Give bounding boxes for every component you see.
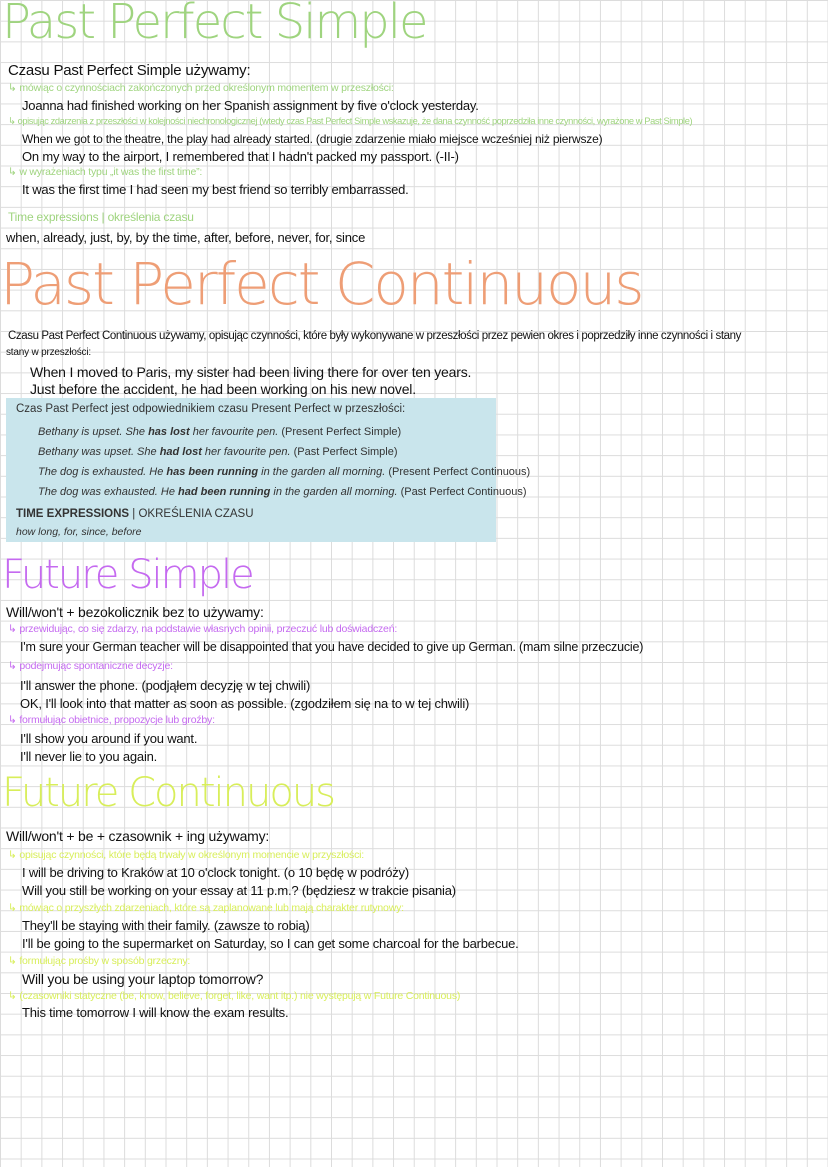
pps-note: ↳ opisując zdarzenia z przeszłości w kolejności niechronologicznej (wtedy czas Past Perfect Simple wskazuje, że dana czynność poprzedziła inne czynności, wyrażone w Past Simple) xyxy=(8,116,693,126)
fs-note: ↳ przewidując, co się zdarzy, na podstawie własnych opinii, przeczuć lub doświadczeń: xyxy=(8,623,398,635)
fc-example: Will you still be working on your essay at 11 p.m.? (będziesz w trakcie pisania) xyxy=(22,883,456,898)
title-past-perfect-simple: Past Perfect Simple xyxy=(2,0,427,50)
fc-example: This time tomorrow I will know the exam results. xyxy=(22,1005,289,1020)
tense-label: (Past Perfect Simple) xyxy=(293,446,398,458)
pps-note: ↳ w wyrażeniach typu „it was the first time”: xyxy=(8,166,203,178)
title-past-perfect-continuous: Past Perfect Continuous xyxy=(0,250,643,318)
text: The dog was exhausted. He xyxy=(38,486,179,498)
info-box-time-heading xyxy=(16,508,254,520)
fs-example: OK, I'll look into that matter as soon as possible. (zgodziłem się na to w tej chwili) xyxy=(20,696,470,711)
fc-example: I will be driving to Kraków at 10 o'clock tonight. (o 10 będę w podróży) xyxy=(22,865,409,880)
title-future-continuous: Future Continuous xyxy=(2,770,335,816)
bold-text: has been running xyxy=(166,466,259,478)
pps-time-list: when, already, just, by, by the time, after, before, never, for, since xyxy=(6,230,366,245)
text: in the garden all morning. xyxy=(270,486,401,498)
info-box-heading: Czas Past Perfect jest odpowiednikiem czasu Present Perfect w przeszłości: xyxy=(16,403,406,415)
fs-example: I'm sure your German teacher will be disappointed that you have decided to give up German. (mam silne przeczucie) xyxy=(20,640,644,654)
fc-example: Will you be using your laptop tomorrow? xyxy=(22,971,264,987)
tense-label: (Past Perfect Continuous) xyxy=(400,486,527,498)
fc-example: They'll be staying with their family. (zawsze to robią) xyxy=(22,918,310,933)
text: The dog is exhausted. He xyxy=(38,466,167,478)
text: her favourite pen. xyxy=(189,426,282,438)
info-box xyxy=(6,398,531,542)
text: | OKREŚLENIA CZASU xyxy=(129,508,254,520)
info-box-time-list: how long, for, since, before xyxy=(16,526,142,538)
text: in the garden all morning. xyxy=(258,466,389,478)
tense-label: (Present Perfect Continuous) xyxy=(388,466,531,478)
text: her favourite pen. xyxy=(201,446,294,458)
fs-note: ↳ podejmując spontaniczne decyzje: xyxy=(8,660,173,672)
fc-note: ↳ (czasowniki statyczne (be, know, believe, forget, like, want itp.) nie występują w Future Continuous) xyxy=(8,990,461,1002)
text: Bethany was upset. She xyxy=(38,446,160,458)
ppc-example: When I moved to Paris, my sister had been living there for over ten years. xyxy=(30,364,472,380)
fc-note: ↳ formułując prośby w sposób grzeczny: xyxy=(8,955,191,967)
ppc-example: Just before the accident, he had been working on his new novel. xyxy=(30,381,416,397)
info-box-row xyxy=(38,426,401,438)
info-box-row xyxy=(38,446,398,458)
pps-time-heading: Time expressions | określenia czasu xyxy=(8,210,194,224)
bold-text: had been running xyxy=(178,486,271,498)
pps-example: It was the first time I had seen my best friend so terribly embarrassed. xyxy=(22,182,409,197)
tense-label: (Present Perfect Simple) xyxy=(281,426,402,438)
fs-example: I'll show you around if you want. xyxy=(20,731,198,746)
pps-note: ↳ mówiąc o czynnościach zakończonych przed określonym momentem w przeszłości: xyxy=(8,82,394,94)
fs-example: I'll never lie to you again. xyxy=(20,749,158,764)
fs-intro: Will/won't + bezokolicznik bez to używamy: xyxy=(6,604,264,620)
pps-intro: Czasu Past Perfect Simple używamy: xyxy=(8,62,251,79)
pps-example: Joanna had finished working on her Spanish assignment by five o'clock yesterday. xyxy=(22,98,479,113)
fc-intro: Will/won't + be + czasownik + ing używamy: xyxy=(6,828,270,844)
fc-example: I'll be going to the supermarket on Saturday, so I can get some charcoal for the barbecue. xyxy=(22,936,519,951)
text: Bethany is upset. She xyxy=(38,426,149,438)
bold-text: TIME EXPRESSIONS xyxy=(16,508,130,520)
bold-text: had lost xyxy=(159,446,202,458)
pps-example: On my way to the airport, I remembered that I hadn't packed my passport. (-II-) xyxy=(22,149,459,164)
fs-note: ↳ formułując obietnice, propozycje lub groźby: xyxy=(8,714,215,726)
fc-note: ↳ mówiąc o przyszłych zdarzeniach, które są zaplanowane lub mają charakter rutynowy: xyxy=(8,902,404,914)
info-box-row xyxy=(38,486,527,498)
pps-example: When we got to the theatre, the play had already started. (drugie zdarzenie miało miejsce wcześniej niż pierwsze) xyxy=(22,132,603,146)
ppc-intro-cont: stany w przeszłości: xyxy=(6,347,91,358)
fc-note: ↳ opisując czynności, które będą trwały w określonym momencie w przyszłości: xyxy=(8,849,364,861)
bold-text: has lost xyxy=(148,426,190,438)
ppc-intro: Czasu Past Perfect Continuous używamy, opisując czynności, które były wykonywane w przeszłości przez pewien okres i poprzedziły inne czynności i stany xyxy=(8,330,741,342)
info-box-row xyxy=(38,466,530,478)
title-future-simple: Future Simple xyxy=(2,552,253,598)
fs-example: I'll answer the phone. (podjąłem decyzję w tej chwili) xyxy=(20,678,311,693)
